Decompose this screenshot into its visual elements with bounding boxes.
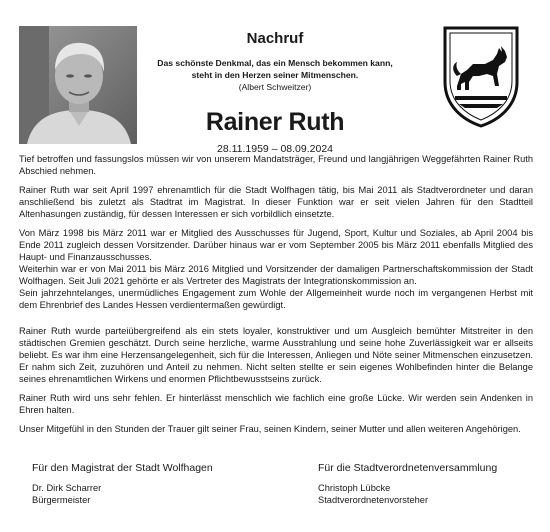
paragraph-honors: Sein jahrzehntelanges, unermüdliches Engagement zum Wohle der Allgemeinheit wurde noch im vergangenen Herbst mit dem Ehrenbrief des Landes Hessen verdientermaßen gewürdigt. bbox=[19, 288, 533, 310]
paragraph-farewell: Rainer Ruth wird uns sehr fehlen. Er hinterlässt menschlich wie fachlich eine große Lücke. Wir werden sein Andenken in Ehren halten. bbox=[19, 393, 533, 415]
paragraph-service: Rainer Ruth war seit April 1997 ehrenamtlich für die Stadt Wolfhagen tätig, bis Mai 2011 als Stadtverordneter und daran anschließend bis zuletzt als Stadtrat im Magistrat. In dieser Funktion war er seit vielen Jahren für den Stadtteil Altenhasungen zuständig, für dessen Interessen er sich vorbildlich einsetzte. bbox=[19, 185, 533, 219]
life-dates: 28.11.1959 – 08.09.2024 bbox=[217, 143, 333, 155]
deceased-name: Rainer Ruth bbox=[205, 108, 345, 136]
paragraph-committees: Von März 1998 bis März 2011 war er Mitglied des Ausschusses für Jugend, Sport, Kultur und Soziales, ab April 2004 bis Ende 2011 zugleich dessen Vorsitzender. Darüber hinaus war er vom September 2005 bis März 2011 ebenfalls Mitglied des Haupt- und Finanzausschusses. bbox=[19, 228, 533, 262]
signature-organization: Für die Stadtverordnetenversammlung bbox=[318, 462, 498, 474]
paragraph-condolences: Unser Mitgefühl in den Stunden der Trauer gilt seiner Frau, seinen Kindern, seiner Mutter und allen weiteren Angehörigen. bbox=[19, 424, 521, 434]
obituary-text bbox=[19, 153, 533, 442]
signatory-role: Bürgermeister bbox=[32, 495, 91, 505]
portrait-photo bbox=[19, 26, 137, 144]
signatory-name: Christoph Lübcke bbox=[318, 483, 391, 493]
signature-organization: Für den Magistrat der Stadt Wolfhagen bbox=[32, 462, 213, 474]
portrait-image bbox=[19, 26, 137, 144]
signatory-name: Dr. Dirk Scharrer bbox=[32, 483, 102, 493]
coat-of-arms-wolf-icon bbox=[441, 24, 521, 129]
quote-line-1: Das schönste Denkmal, das ein Mensch bekommen kann, bbox=[157, 58, 393, 68]
signatory-role: Stadtverordnetenvorsteher bbox=[318, 495, 429, 505]
quote-author: (Albert Schweitzer) bbox=[238, 82, 312, 92]
paragraph-commissions: Weiterhin war er von Mai 2011 bis März 2016 Mitglied und Vorsitzender der damaligen Partnerschaftskommission der Stadt Wolfhagen. Seit Juli 2021 gehörte er als Vertreter des Magistrats der Integrationskommission an. bbox=[19, 264, 533, 286]
obituary-header bbox=[140, 30, 410, 155]
quote-line-2: steht in den Herzen seiner Mitmenschen. bbox=[191, 70, 359, 80]
paragraph-intro: Tief betroffen und fassungslos müssen wir von unserem Mandatsträger, Freund und langjährigen Weggefährten Rainer Ruth Abschied nehmen. bbox=[19, 154, 533, 176]
signature-block-assembly bbox=[318, 462, 497, 506]
obituary-title: Nachruf bbox=[246, 30, 304, 47]
signature-block-magistrate bbox=[32, 462, 213, 506]
paragraph-character: Rainer Ruth wurde parteiübergreifend als ein stets loyaler, konstruktiver und um Ausgleich bemühter Mitstreiter in den städtischen Gremien geschätzt. Durch seine herzliche, warme Ausstrahlung und seine hohe Zuverlässigkeit war er allseits beliebt. Es war ihm eine Herzensangelegenheit, sich für die Interessen, Anliegen und Nöte seiner Mitmenschen einzusetzen. Er nahm sich Zeit, zuzuhören und Anteil zu nehmen. Nicht selten stellte er sein eigenes Wohlbefinden hinter die Belange seines ehrenamtlichen Wirkens und enormen Pflichtbewusstseins zurück. bbox=[19, 326, 533, 384]
